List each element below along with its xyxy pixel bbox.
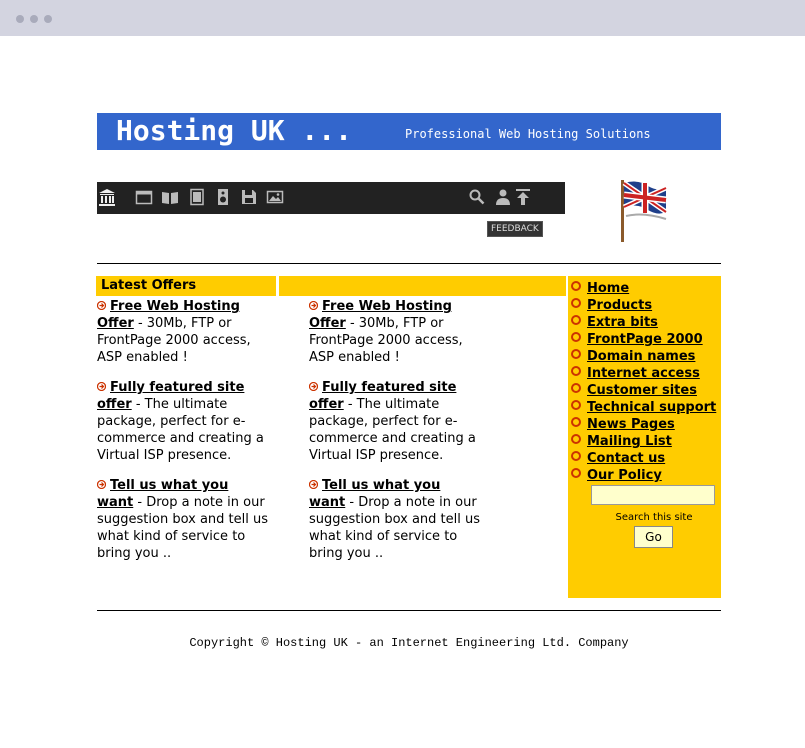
sidebar-item-extra-bits [570, 314, 716, 331]
offer-link[interactable]: Tell us what you want [97, 478, 229, 510]
divider-bottom [97, 610, 721, 611]
sidebar-item-contact-us [570, 450, 716, 467]
sidebar-item-our-policy [570, 467, 716, 484]
sidebar-link-list [570, 280, 716, 484]
search-icon[interactable] [468, 188, 486, 206]
bullet-icon [571, 451, 581, 461]
person-icon[interactable] [494, 188, 512, 206]
divider-top [97, 263, 721, 264]
window-maximize-dot[interactable] [44, 15, 52, 23]
site-banner [97, 113, 721, 150]
site-title: Hosting UK ... [116, 114, 353, 147]
offer-description: - The ultimate package, perfect for e-commerce and creating a Virtual ISP presence. [309, 397, 476, 463]
offer-item [97, 477, 269, 562]
bullet-icon [571, 400, 581, 410]
sidebar-item-domain-names [570, 348, 716, 365]
sidebar-item-technical-support [570, 399, 716, 416]
union-jack-flag-icon [618, 178, 668, 244]
speaker-icon[interactable] [214, 188, 232, 206]
offer-link[interactable]: Fully featured site offer [309, 380, 457, 412]
bullet-icon [571, 332, 581, 342]
latest-offers-heading [96, 276, 276, 296]
sidebar-item-products [570, 297, 716, 314]
offer-item [309, 298, 481, 366]
arrow-bullet-icon [309, 480, 318, 489]
bullet-icon [571, 298, 581, 308]
bullet-icon [571, 315, 581, 325]
upload-icon[interactable] [514, 188, 532, 206]
offers-column-2 [309, 298, 481, 575]
sidebar-item-home [570, 280, 716, 297]
sidebar-item-mailing-list [570, 433, 716, 450]
floppy-disk-icon[interactable] [240, 188, 258, 206]
sidebar-link[interactable]: FrontPage 2000 [587, 332, 703, 347]
window-minimize-dot[interactable] [30, 15, 38, 23]
sidebar-item-internet-access [570, 365, 716, 382]
feedback-button[interactable]: FEEDBACK [487, 221, 543, 237]
arrow-bullet-icon [309, 301, 318, 310]
search-label: Search this site [615, 512, 693, 523]
offer-link[interactable]: Tell us what you want [309, 478, 441, 510]
book-icon[interactable] [161, 188, 179, 206]
offer-description: - 30Mb, FTP or FrontPage 2000 access, ASP enabled ! [97, 316, 251, 365]
latest-offers-heading-text: Latest Offers [101, 278, 197, 293]
bullet-icon [571, 281, 581, 291]
sidebar-link[interactable]: Domain names [587, 349, 696, 364]
offer-item [97, 379, 269, 464]
offers-heading-bar [279, 276, 566, 296]
offer-link[interactable]: Free Web Hosting Offer [309, 299, 452, 331]
sidebar-item-customer-sites [570, 382, 716, 399]
bullet-icon [571, 434, 581, 444]
offer-link[interactable]: Free Web Hosting Offer [97, 299, 240, 331]
sidebar-link[interactable]: Products [587, 298, 653, 313]
museum-icon[interactable] [98, 188, 116, 206]
offer-item [97, 298, 269, 366]
film-icon[interactable] [188, 188, 206, 206]
browser-chrome [0, 0, 805, 36]
offer-description: - 30Mb, FTP or FrontPage 2000 access, ASP enabled ! [309, 316, 463, 365]
bullet-icon [571, 383, 581, 393]
icon-navbar [97, 182, 565, 214]
sidebar-item-frontpage [570, 331, 716, 348]
offer-item [309, 379, 481, 464]
offer-link[interactable]: Fully featured site offer [97, 380, 245, 412]
bullet-icon [571, 468, 581, 478]
sidebar-link[interactable]: Internet access [587, 366, 700, 381]
offer-description: - Drop a note in our suggestion box and tell us what kind of service to bring you .. [309, 495, 481, 561]
arrow-bullet-icon [97, 480, 106, 489]
sidebar-link[interactable]: Home [587, 281, 630, 296]
sidebar-link[interactable]: Customer sites [587, 383, 697, 398]
search-input[interactable] [591, 485, 715, 505]
sidebar-link[interactable]: News Pages [587, 417, 675, 432]
sidebar-item-news-pages [570, 416, 716, 433]
offer-description: - Drop a note in our suggestion box and tell us what kind of service to bring you .. [97, 495, 269, 561]
arrow-bullet-icon [309, 382, 318, 391]
sidebar-link[interactable]: Technical support [587, 400, 717, 415]
bullet-icon [571, 366, 581, 376]
window-close-dot[interactable] [16, 15, 24, 23]
offer-item [309, 477, 481, 562]
offers-column-1 [97, 298, 269, 575]
copyright-text: Copyright © Hosting UK - an Internet Engineering Ltd. Company [189, 636, 629, 650]
offer-description: - The ultimate package, perfect for e-commerce and creating a Virtual ISP presence. [97, 397, 264, 463]
sidebar-nav [568, 276, 721, 598]
site-tagline: Professional Web Hosting Solutions [405, 127, 651, 141]
bullet-icon [571, 349, 581, 359]
picture-icon[interactable] [266, 188, 284, 206]
sidebar-link[interactable]: Our Policy [587, 468, 662, 483]
sidebar-link[interactable]: Mailing List [587, 434, 672, 449]
bullet-icon [571, 417, 581, 427]
arrow-bullet-icon [97, 301, 106, 310]
arrow-bullet-icon [97, 382, 106, 391]
sidebar-link[interactable]: Extra bits [587, 315, 658, 330]
window-icon[interactable] [135, 188, 153, 206]
go-button[interactable]: Go [634, 526, 673, 548]
sidebar-link[interactable]: Contact us [587, 451, 666, 466]
